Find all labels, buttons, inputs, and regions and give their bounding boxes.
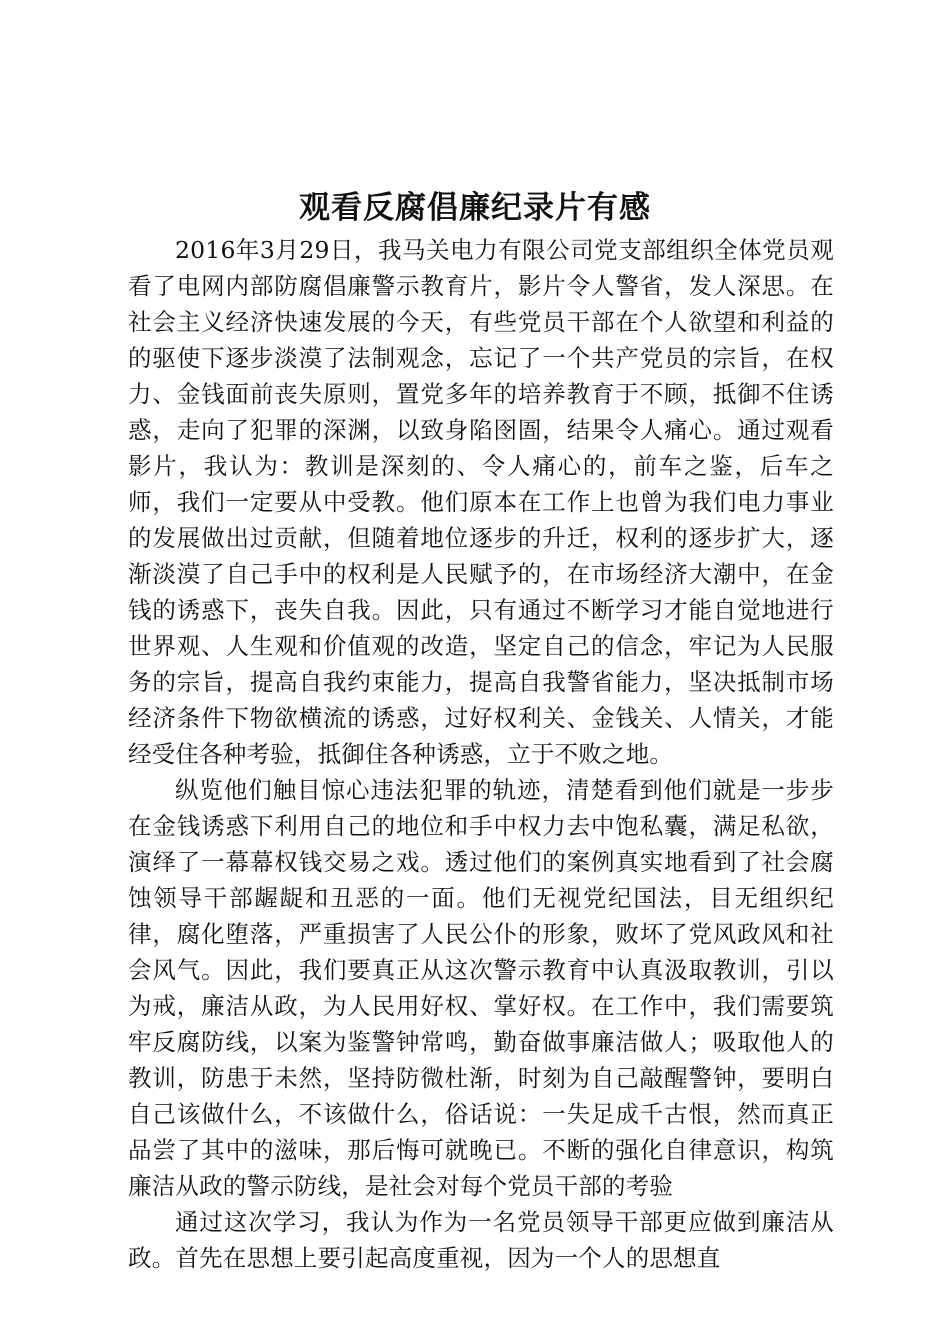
paragraph-2: 纵览他们触目惊心违法犯罪的轨迹，清楚看到他们就是一步步在金钱诱惑下利用自己的地位和手中权力去中饱私囊，满足私欲，演绎了一幕幕权钱交易之戏。透过他们的案例真实地看到了社会腐蚀领导干部龌龊和丑恶的一面。他们无视党纪国法，目无组织纪律，腐化堕落，严重损害了人民公仆的形象，败坏了党风政风和社会风气。因此，我们要真正从这次警示教育中认真汲取教训，引以为戒，廉洁从政，为人民用好权、掌好权。在工作中，我们需要筑牢反腐防线，以案为鉴警钟常鸣，勤奋做事廉洁做人；吸取他人的教训，防患于未然，坚持防微杜渐，时刻为自己敲醒警钟，要明白自己该做什么，不该做什么，俗话说：一失足成千古恨，然而真正品尝了其中的滋味，那后悔可就晚已。不断的强化自律意识，构筑廉洁从政的警示防线，是社会对每个党员干部的考验 xyxy=(128,776,834,1200)
paragraph-3: 通过这次学习，我认为作为一名党员领导干部更应做到廉洁从政。首先在思想上要引起高度重视，因为一个人的思想直 xyxy=(128,1208,834,1272)
paragraph-1: 2016年3月29日，我马关电力有限公司党支部组织全体党员观看了电网内部防腐倡廉警示教育片，影片令人警省，发人深思。在社会主义经济快速发展的今天，有些党员干部在个人欲望和利益的的驱使下逐步淡漠了法制观念，忘记了一个共产党员的宗旨，在权力、金钱面前丧失原则，置党多年的培养教育于不顾，抵御不住诱惑，走向了犯罪的深渊，以致身陷囹圄，结果令人痛心。通过观看影片，我认为：教训是深刻的、令人痛心的，前车之鉴，后车之师，我们一定要从中受教。他们原本在工作上也曾为我们电力事业的发展做出过贡献，但随着地位逐步的升迁，权利的逐步扩大，逐渐淡漠了自己手中的权利是人民赋予的，在市场经济大潮中，在金钱的诱惑下，丧失自我。因此，只有通过不断学习才能自觉地进行世界观、人生观和价值观的改造，坚定自己的信念，牢记为人民服务的宗旨，提高自我约束能力，提高自我警省能力，坚决抵制市场经济条件下物欲横流的诱惑，过好权利关、金钱关、人情关，才能经受住各种考验，抵御住各种诱惑，立于不败之地。 xyxy=(128,236,834,768)
document-body xyxy=(128,232,834,1276)
document-title: 观看反腐倡廉纪录片有感 xyxy=(299,190,651,226)
